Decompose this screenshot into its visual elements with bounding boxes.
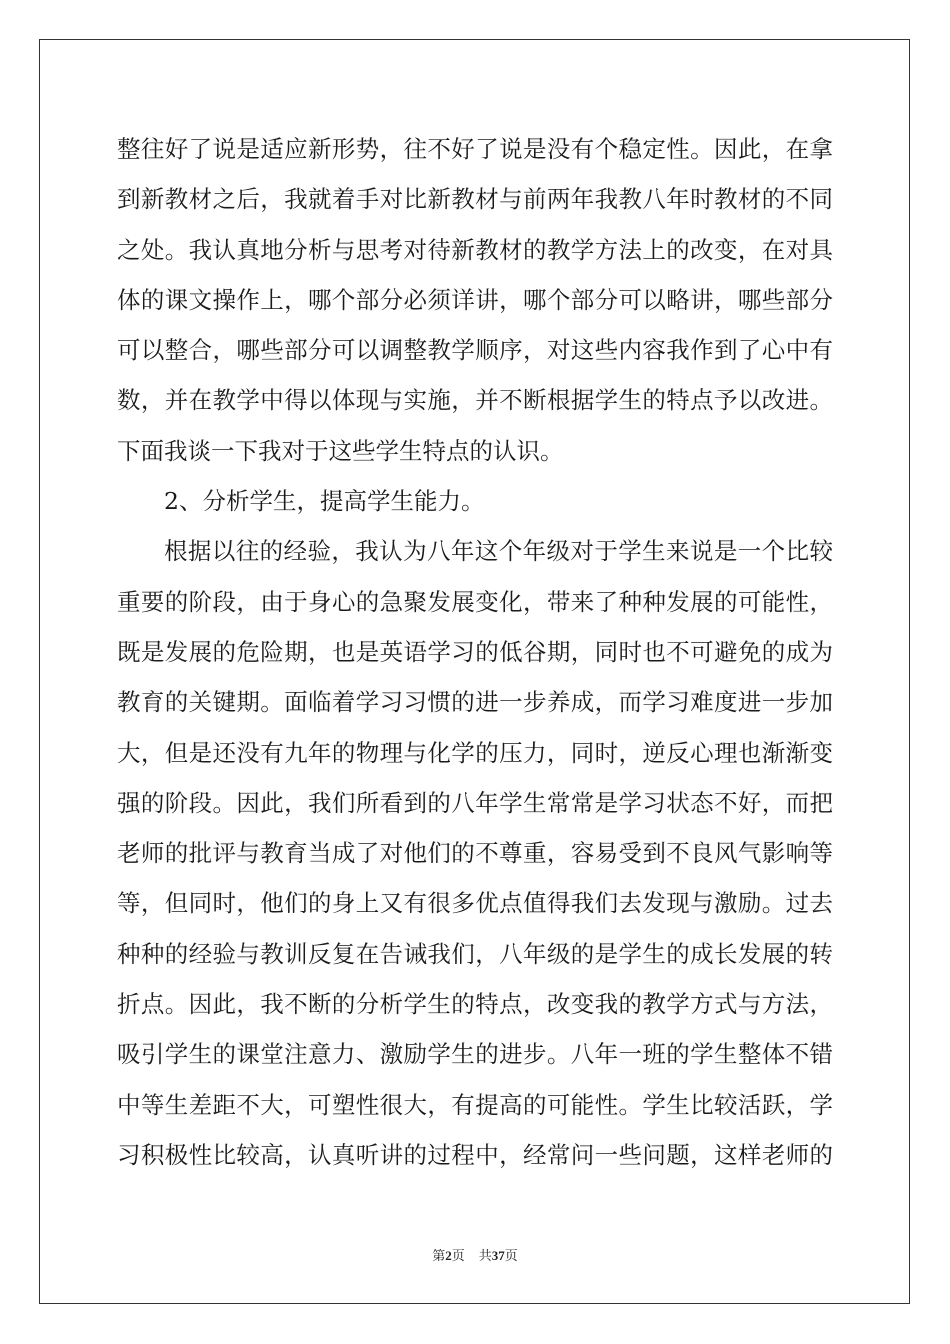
text-line: 根据以往的经验，我认为八年这个年级对于学生来说是一个比较 bbox=[164, 537, 833, 566]
text-line: 强的阶段。因此，我们所看到的八年学生常常是学习状态不好，而把 bbox=[117, 788, 833, 817]
text-line: 教育的关键期。面临着学习习惯的进一步养成，而学习难度进一步加 bbox=[117, 688, 833, 717]
section-heading: 2、分析学生，提高学生能力。 bbox=[164, 487, 485, 516]
text-line: 折点。因此，我不断的分析学生的特点，改变我的教学方式与方法， bbox=[117, 990, 833, 1019]
total-pages: 37 bbox=[491, 1248, 505, 1263]
text-line: 大，但是还没有九年的物理与化学的压力，同时，逆反心理也渐渐变 bbox=[117, 738, 833, 767]
text-line: 可以整合，哪些部分可以调整教学顺序，对这些内容我作到了心中有 bbox=[117, 336, 833, 365]
page-footer bbox=[0, 1245, 950, 1264]
text-line: 体的课文操作上，哪个部分必须详讲，哪个部分可以略讲，哪些部分 bbox=[117, 285, 833, 314]
text-line: 数，并在教学中得以体现与实施，并不断根据学生的特点予以改进。 bbox=[117, 386, 833, 415]
text-line: 种种的经验与教训反复在告诫我们，八年级的是学生的成长发展的转 bbox=[117, 939, 833, 968]
total-suffix: 页 bbox=[504, 1249, 518, 1264]
page-prefix: 第 bbox=[432, 1249, 446, 1264]
text-line: 下面我谈一下我对于这些学生特点的认识。 bbox=[117, 436, 564, 465]
text-line: 重要的阶段，由于身心的急聚发展变化，带来了种种发展的可能性， bbox=[117, 587, 833, 616]
text-line: 吸引学生的课堂注意力、激励学生的进步。八年一班的学生整体不错 bbox=[117, 1040, 833, 1069]
text-line: 习积极性比较高，认真听讲的过程中，经常问一些问题，这样老师的 bbox=[117, 1140, 833, 1169]
document-body bbox=[117, 124, 833, 1180]
text-line: 到新教材之后，我就着手对比新教材与前两年我教八年时教材的不同 bbox=[117, 185, 833, 214]
text-line: 老师的批评与教育当成了对他们的不尊重，容易受到不良风气影响等 bbox=[117, 839, 833, 868]
text-line: 既是发展的危险期，也是英语学习的低谷期，同时也不可避免的成为 bbox=[117, 637, 833, 666]
page-number: 2 bbox=[445, 1248, 452, 1263]
text-line: 整往好了说是适应新形势，往不好了说是没有个稳定性。因此，在拿 bbox=[117, 135, 833, 163]
text-line: 中等生差距不大，可塑性很大，有提高的可能性。学生比较活跃，学 bbox=[117, 1090, 833, 1119]
total-prefix: 共 bbox=[478, 1249, 492, 1264]
text-line: 之处。我认真地分析与思考对待新教材的教学方法上的改变，在对具 bbox=[117, 235, 833, 264]
page-suffix: 页 bbox=[451, 1249, 465, 1264]
text-line: 等，但同时，他们的身上又有很多优点值得我们去发现与激励。过去 bbox=[117, 889, 833, 918]
